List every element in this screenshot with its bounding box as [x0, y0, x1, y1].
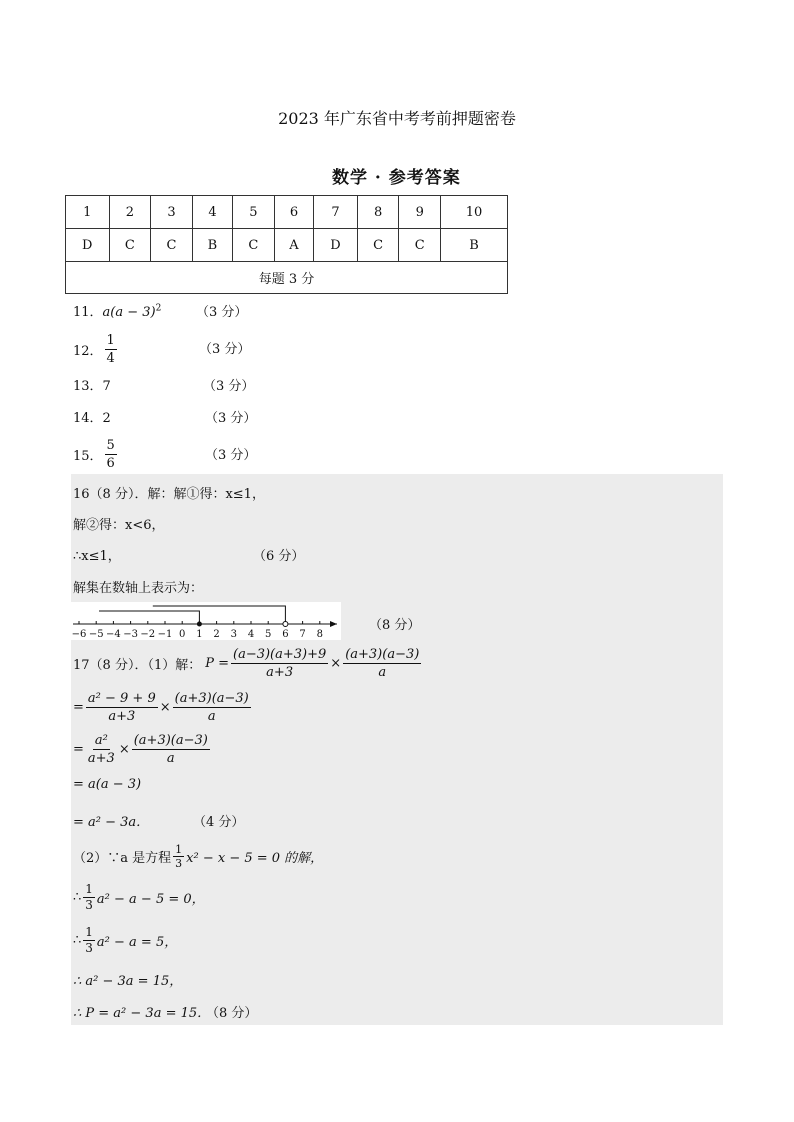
score-label: （6 分） — [253, 549, 305, 564]
fraction — [86, 690, 158, 725]
answer-cell: D — [314, 229, 358, 262]
denominator: 3 — [175, 857, 183, 870]
axis-tick-label: −2 — [140, 629, 156, 640]
solid-point — [197, 622, 202, 627]
times-sign: × — [118, 742, 130, 757]
question-number: 1 — [66, 196, 110, 229]
numerator: a² − 9 + 9 — [87, 691, 156, 706]
q16-line-3: ∴x≤1， — [73, 549, 121, 564]
answer-table — [65, 195, 508, 294]
answer-12 — [73, 332, 119, 367]
axis-tick-label: 3 — [230, 629, 237, 640]
fraction — [105, 332, 117, 367]
question-number: 7 — [314, 196, 358, 229]
answer-table-note-row — [66, 262, 508, 294]
answer-cell: C — [109, 229, 151, 262]
denominator: a+3 — [266, 665, 294, 680]
score-label: （8 分） — [369, 618, 421, 633]
answer-table-answer-row — [66, 229, 508, 262]
numerator: 1 — [175, 843, 183, 856]
score-note: 每题 3 分 — [66, 262, 508, 294]
q17-line-3 — [73, 732, 212, 767]
numerator: 1 — [85, 882, 93, 896]
page-title: 2023 年广东省中考考前押题密卷 — [278, 109, 516, 128]
q17-part-2 — [73, 843, 323, 870]
question-number: 15． — [73, 449, 103, 464]
numerator: (a+3)(a−3) — [174, 691, 249, 706]
q17-line-5: = a² − 3a． — [73, 815, 150, 830]
denominator: 3 — [85, 898, 93, 912]
q17-line-1 — [73, 646, 423, 681]
axis-tick-label: −5 — [88, 629, 104, 640]
answer-cell: B — [192, 229, 232, 262]
numerator: (a+3)(a−3) — [133, 733, 208, 748]
equation-text: x² − x − 5 = 0 的解， — [186, 851, 324, 866]
axis-tick-label: 0 — [179, 629, 186, 640]
fraction — [86, 732, 117, 767]
axis-tick-label: −4 — [106, 629, 121, 640]
answer-value: 7 — [102, 379, 111, 394]
axis-tick-label: 2 — [213, 629, 220, 640]
axis-tick-label: 6 — [282, 629, 289, 640]
question-number: 4 — [192, 196, 232, 229]
numerator: 1 — [106, 333, 115, 348]
denominator: a+3 — [87, 751, 115, 766]
axis-tick-label: 5 — [265, 629, 272, 640]
q17-step-3: ∴ a² − 3a = 15， — [73, 974, 183, 989]
question-number: 3 — [151, 196, 193, 229]
q17-step-2 — [73, 925, 177, 956]
times-sign: × — [159, 700, 171, 715]
question-number: 10 — [441, 196, 508, 229]
q17-line-4: = a(a − 3) — [73, 777, 142, 792]
axis-tick-label: 8 — [316, 629, 323, 640]
fraction — [83, 882, 95, 913]
equals-sign: = — [73, 700, 84, 715]
numerator: 1 — [85, 925, 93, 939]
axis-tick-label: 1 — [196, 629, 203, 640]
numerator: (a+3)(a−3) — [345, 647, 420, 662]
fraction — [173, 690, 251, 725]
score-label: （3 分） — [205, 411, 257, 426]
question-number: 5 — [233, 196, 275, 229]
q17-step-1 — [73, 882, 205, 913]
question-number: 13． — [73, 379, 103, 394]
axis-tick-label: −3 — [123, 629, 138, 640]
equals-sign: = — [73, 742, 84, 757]
q17-intro: 17（8 分）．（1）解： — [73, 658, 202, 673]
question-number: 9 — [399, 196, 441, 229]
axis-tick-label: −1 — [157, 629, 173, 640]
answer-expression: a(a − 3) — [102, 305, 156, 320]
q16-line-4: 解集在数轴上表示为： — [73, 581, 204, 596]
q16-line-1: 16（8 分）．解：解①得：x≤1， — [73, 487, 265, 502]
axis-tick-label: −6 — [71, 629, 87, 640]
answer-cell: C — [357, 229, 399, 262]
axis-tick-label: 7 — [299, 629, 306, 640]
fraction — [173, 843, 184, 870]
fraction — [105, 437, 117, 472]
fraction — [132, 732, 210, 767]
denominator: a+3 — [108, 709, 136, 724]
q17-step-4: ∴ P = a² − 3a = 15． — [73, 1006, 211, 1021]
q17-line-2 — [73, 690, 253, 725]
answer-14 — [73, 407, 111, 426]
fraction — [343, 646, 421, 681]
part-2-intro: （2）∵a 是方程 — [73, 851, 172, 866]
numerator: a² — [94, 733, 108, 748]
therefore-sign: ∴ — [73, 890, 82, 905]
number-line — [71, 602, 341, 640]
denominator: a — [166, 751, 175, 766]
denominator: 3 — [85, 941, 93, 955]
page-subtitle: 数学 · 参考答案 — [332, 168, 461, 188]
denominator: a — [207, 709, 216, 724]
score-label: （4 分） — [193, 815, 245, 830]
answer-15 — [73, 437, 119, 472]
answer-table-number-row — [66, 196, 508, 229]
answer-value: 2 — [102, 411, 111, 426]
q16-line-2: 解②得：x<6， — [73, 518, 165, 533]
open-point — [283, 622, 288, 627]
question-number: 12． — [73, 344, 103, 359]
times-sign: × — [330, 656, 342, 671]
equation-text: a² − a − 5 = 0， — [96, 892, 205, 907]
score-label: （3 分） — [205, 448, 257, 463]
denominator: 4 — [106, 351, 115, 366]
numerator: (a−3)(a+3)+9 — [233, 647, 327, 662]
answer-cell: A — [274, 229, 314, 262]
fraction — [231, 646, 328, 681]
answer-13 — [73, 375, 111, 394]
question-number: 2 — [109, 196, 151, 229]
fraction — [83, 925, 95, 956]
score-label: （8 分） — [206, 1006, 258, 1021]
answer-cell: C — [151, 229, 193, 262]
answer-cell: D — [66, 229, 110, 262]
denominator: a — [378, 665, 387, 680]
question-number: 6 — [274, 196, 314, 229]
question-number: 8 — [357, 196, 399, 229]
exponent: 2 — [155, 303, 162, 314]
denominator: 6 — [106, 456, 115, 471]
numerator: 5 — [106, 438, 115, 453]
score-label: （3 分） — [203, 379, 255, 394]
therefore-sign: ∴ — [73, 933, 82, 948]
p-equals: P = — [205, 656, 229, 671]
answer-11 — [73, 301, 161, 320]
score-label: （3 分） — [199, 342, 251, 357]
answer-cell: B — [441, 229, 508, 262]
answer-cell: C — [399, 229, 441, 262]
axis-tick-label: 4 — [247, 629, 255, 640]
answer-cell: C — [233, 229, 275, 262]
equation-text: a² − a = 5， — [96, 935, 178, 950]
question-number: 14． — [73, 411, 103, 426]
score-label: （3 分） — [196, 305, 248, 320]
question-number: 11． — [73, 305, 103, 320]
